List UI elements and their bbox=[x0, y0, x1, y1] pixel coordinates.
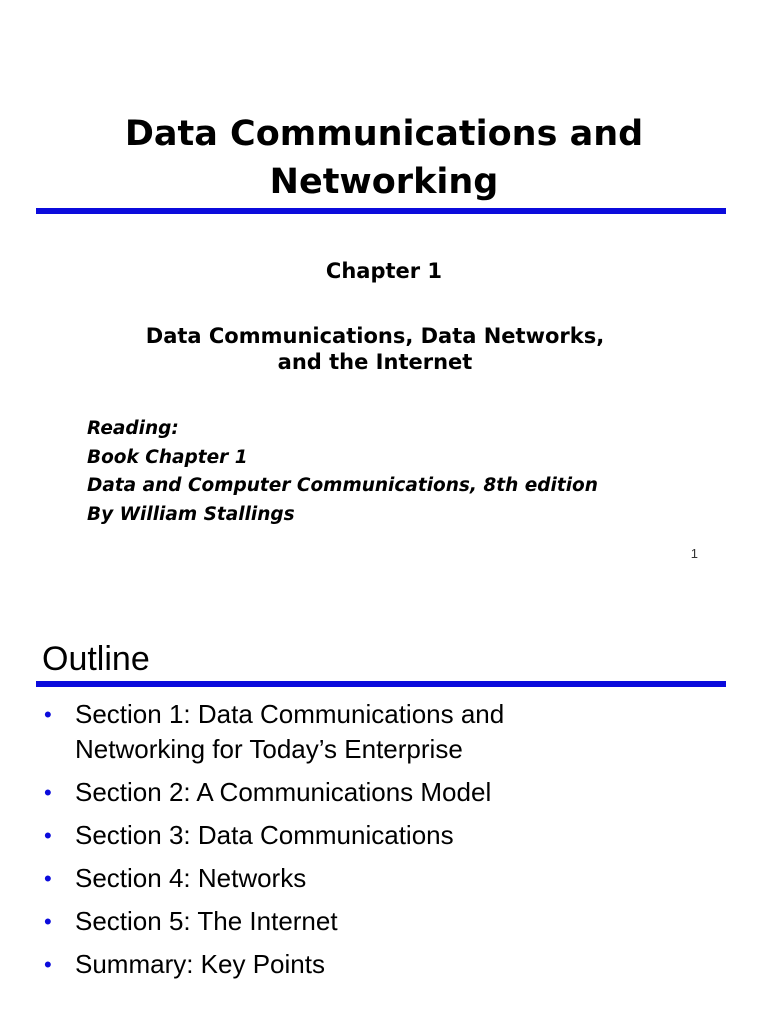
bullet-icon: • bbox=[44, 823, 52, 848]
chapter-label: Chapter 1 bbox=[325, 259, 443, 283]
reading-info bbox=[87, 415, 598, 529]
chapter-subtitle-line: and the Internet bbox=[277, 350, 473, 374]
outline-item bbox=[42, 697, 732, 767]
slide-title-line: Networking bbox=[269, 162, 499, 202]
outline-item bbox=[42, 904, 732, 939]
outline-list bbox=[42, 697, 732, 990]
outline-item-line: Section 3: Data Communications bbox=[75, 820, 454, 850]
outline-item bbox=[42, 947, 732, 982]
bullet-icon: • bbox=[44, 952, 52, 977]
bullet-icon: • bbox=[44, 780, 52, 805]
reading-line: Reading: bbox=[87, 418, 179, 439]
chapter-subtitle bbox=[0, 323, 750, 375]
title-underline bbox=[36, 208, 726, 214]
reading-line: Book Chapter 1 bbox=[87, 446, 248, 468]
outline-item bbox=[42, 775, 732, 810]
outline-item-line: Networking for Today’s Enterprise bbox=[75, 734, 463, 764]
slide-title-line: Data Communications and bbox=[124, 114, 644, 154]
bullet-icon: • bbox=[44, 866, 52, 891]
outline-underline bbox=[36, 681, 726, 687]
outline-item-line: Section 5: The Internet bbox=[75, 906, 338, 936]
bullet-icon: • bbox=[44, 702, 52, 727]
reading-line: By William Stallings bbox=[87, 503, 295, 525]
outline-slide bbox=[0, 600, 768, 1024]
outline-item-line: Section 4: Networks bbox=[75, 863, 307, 893]
bullet-icon: • bbox=[44, 909, 52, 934]
outline-item bbox=[42, 861, 732, 896]
outline-item-line: Summary: Key Points bbox=[75, 949, 325, 979]
reading-line: Data and Computer Communications, 8th edition bbox=[87, 475, 598, 496]
outline-item bbox=[42, 818, 732, 853]
outline-title: Outline bbox=[42, 640, 150, 678]
outline-item-line: Section 2: A Communications Model bbox=[75, 777, 492, 807]
slide-title bbox=[0, 110, 768, 206]
chapter-subtitle-line: Data Communications, Data Networks, bbox=[145, 324, 605, 348]
page-number: 1 bbox=[690, 546, 698, 561]
outline-item-line: Section 1: Data Communications and bbox=[75, 699, 505, 729]
